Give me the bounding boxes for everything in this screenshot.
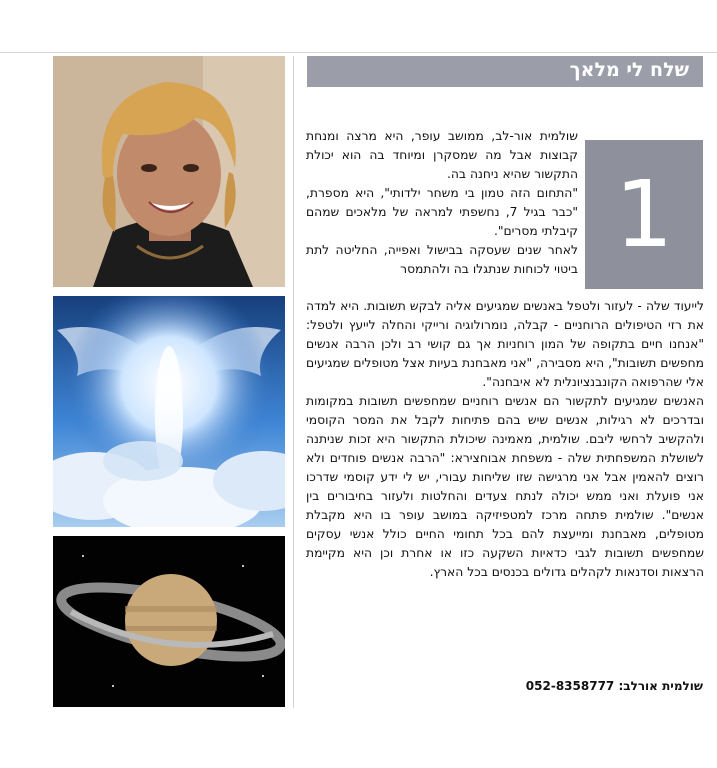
- column-divider: [293, 56, 294, 708]
- paragraph: "התחום הזה טמון בי משחר ילדותי", היא מספרת, "כבר בגיל 7, נחשפתי למראה של מלאכים שמהם קיבלתי מסרים".: [306, 186, 578, 238]
- number-badge: [585, 140, 703, 289]
- paragraph: שולמית אור-לב, ממושב עופר, היא מרצה ומנחת קבוצות אבל מה שמסקרן ומיוחד בה הוא יכולת התקשור שהיא ניחנה בה.: [306, 129, 578, 181]
- angel-clouds-image: [53, 296, 285, 527]
- big-number: 1: [614, 161, 674, 268]
- saturn-planet-image: [53, 536, 285, 707]
- paragraph: לייעוד שלה - לעזור ולטפל באנשים שמגיעים אליה לבקש תשובות. היא למדה את רזי הטיפולים הרוחניים - קבלה, נומרולוגיה ורייקי והחלה לייעץ ולטפל: "אנחנו חיים בתקופה של המון רוחניות אך גם קושי רב ולכן הרבה אנשים מחפשים תשובות", היא מסבירה, "אני מאבחנת בעיות אצל מטופלים שמגיעים אלי שהרפואה הקונבנציונלית לא איבחנה".: [306, 299, 704, 389]
- portrait-photo: [53, 56, 285, 287]
- article-title: שלח לי מלאך: [569, 59, 689, 81]
- paragraph: לאחר שנים שעסקה בבישול ואפייה, החליטה לתת ביטוי לכוחות שנתגלו בה ולהתמסר: [306, 243, 578, 276]
- contact-info: שולמית אורלב: 052-8358777: [525, 679, 703, 693]
- paragraph: האנשים שמגיעים לתקשור הם אנשים רוחניים שמחפשים תשובות במקומות ובדרכים לא רגילות, אנשים שיש בהם פתיחות לקבל את המסר הקוסמי ולהקשיב לרחשי ליבם. שולמית, מאמינה שיכולת התקשור היא זכות שניתנה לשושלת המשפחתית שלה - משפחת אבוחצירא: "הרבה אנשים פוחדים ולא רוצים להאמין אבל אני מרגישה שזו שליחות עבורי, יש לי ידע קוסמי שדרכו אני פועלת ואני ממש יכולה לנתח צעדים והחלטות ולעזור בחיבורים בין אנשים". שולמית פתחה מרכז למטפיזיקה במושב עופר בו היא מקבלת מטופלים, מאבחנת ומייעצת להם בכל תחומי החיים כולל אנשי עסקים שמחפשים תשובות לגבי כדאיות השקעה כזו או אחרת וכן היא מקיימת הרצאות וסדנאות לקהלים גדולים בכנסים בכל הארץ.: [306, 394, 704, 579]
- article-text-bottom: [306, 297, 704, 657]
- top-rule: [0, 52, 717, 53]
- article-header-bar: [307, 56, 703, 87]
- article-text-top: [306, 127, 578, 297]
